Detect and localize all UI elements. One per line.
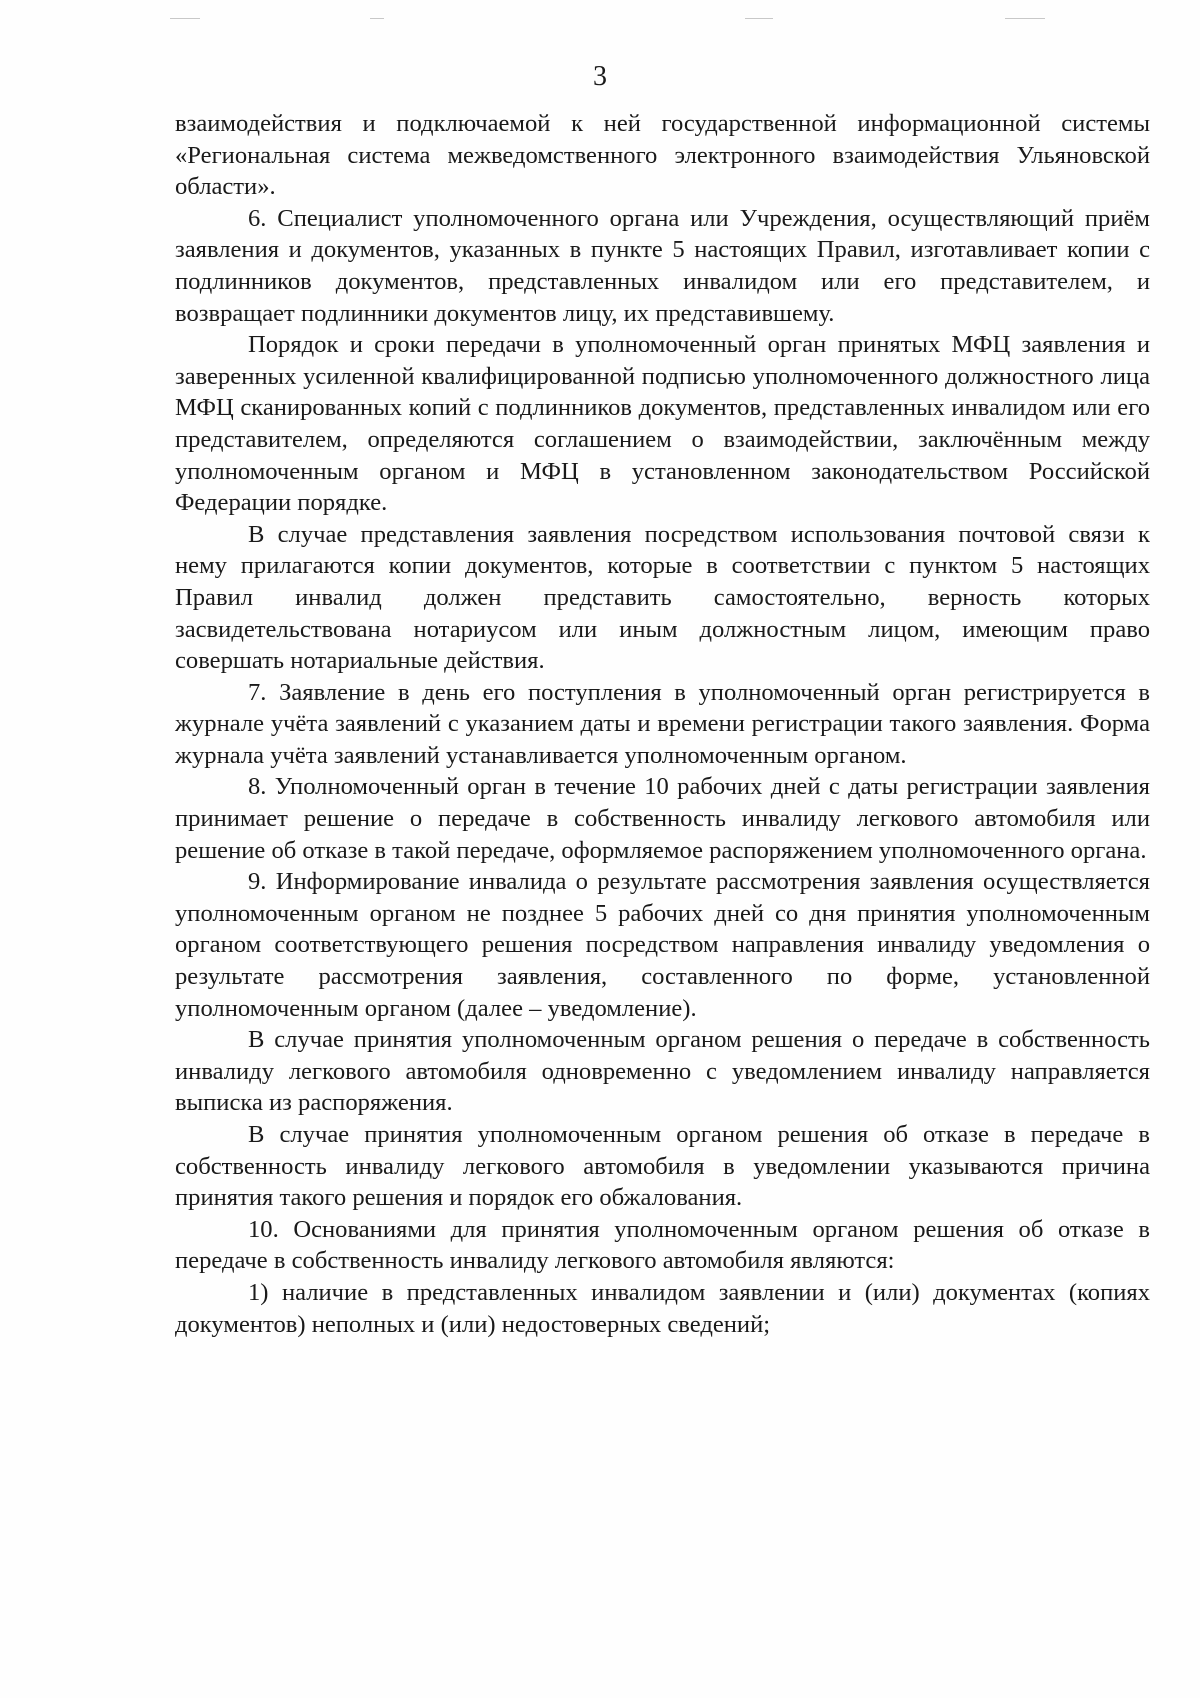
scan-mark bbox=[170, 18, 200, 19]
paragraph: 1) наличие в представленных инвалидом заявлении и (или) документах (копиях документов) неполных и (или) недостоверных сведений; bbox=[175, 1278, 1150, 1338]
paragraph: В случае принятия уполномоченным органом решения об отказе в передаче в собственность инвалиду легкового автомобиля в уведомлении указываются причина принятия такого решения и порядок его обжалования. bbox=[175, 1121, 1150, 1212]
paragraph: В случае принятия уполномоченным органом решения о передаче в собственность инвалиду легкового автомобиля одновременно с уведомлением инвалиду направляется выписка из распоряжения. bbox=[175, 1026, 1150, 1117]
document-body bbox=[175, 108, 1150, 1340]
scan-mark bbox=[370, 18, 384, 19]
paragraph: В случае представления заявления посредством использования почтовой связи к нему прилагаются копии документов, которые в соответствии с пунктом 5 настоящих Правил инвалид должен представить самостоятельно, верность которых засвидетельствована нотариусом или иным должностным лицом, имеющим право совершать нотариальные действия. bbox=[175, 520, 1150, 675]
paragraph: 9. Информирование инвалида о результате рассмотрения заявления осуществляется уполномоченным органом не позднее 5 рабочих дней со дня принятия уполномоченным органом соответствующего решения посредством направления инвалиду уведомления о результате рассмотрения заявления, составленного по форме, установленной уполномоченным органом (далее – уведомление). bbox=[175, 868, 1150, 1022]
paragraph: Порядок и сроки передачи в уполномоченный орган принятых МФЦ заявления и заверенных усиленной квалифицированной подписью уполномоченного должностного лица МФЦ сканированных копий с подлинников документов, представленных инвалидом или его представителем, определяются соглашением о взаимодействии, заключённым между уполномоченным органом и МФЦ в установленном законодательством Российской Федерации порядке. bbox=[175, 331, 1150, 517]
paragraph: 6. Специалист уполномоченного органа или Учреждения, осуществляющий приём заявления и документов, указанных в пункте 5 настоящих Правил, изготавливает копии с подлинников документов, представленных инвалидом или его представителем, и возвращает подлинники документов лицу, их представившему. bbox=[175, 204, 1150, 327]
paragraph: 7. Заявление в день его поступления в уполномоченный орган регистрируется в журнале учёта заявлений с указанием даты и времени регистрации такого заявления. Форма журнала учёта заявлений устанавливается уполномоченным органом. bbox=[175, 678, 1150, 769]
scan-mark bbox=[745, 18, 773, 19]
paragraph: 8. Уполномоченный орган в течение 10 рабочих дней с даты регистрации заявления принимает решение о передаче в собственность инвалиду легкового автомобиля или решение об отказе в такой передаче, оформляемое распоряжением уполномоченного органа. bbox=[175, 773, 1150, 864]
scan-mark bbox=[1005, 18, 1045, 19]
paragraph: 10. Основаниями для принятия уполномоченным органом решения об отказе в передаче в собственность инвалиду легкового автомобиля являются: bbox=[175, 1215, 1150, 1275]
paragraph: взаимодействия и подключаемой к ней государственной информационной системы «Региональная система межведомственного электронного взаимодействия Ульяновской области». bbox=[175, 110, 1150, 201]
page-number: 3 bbox=[593, 61, 607, 92]
